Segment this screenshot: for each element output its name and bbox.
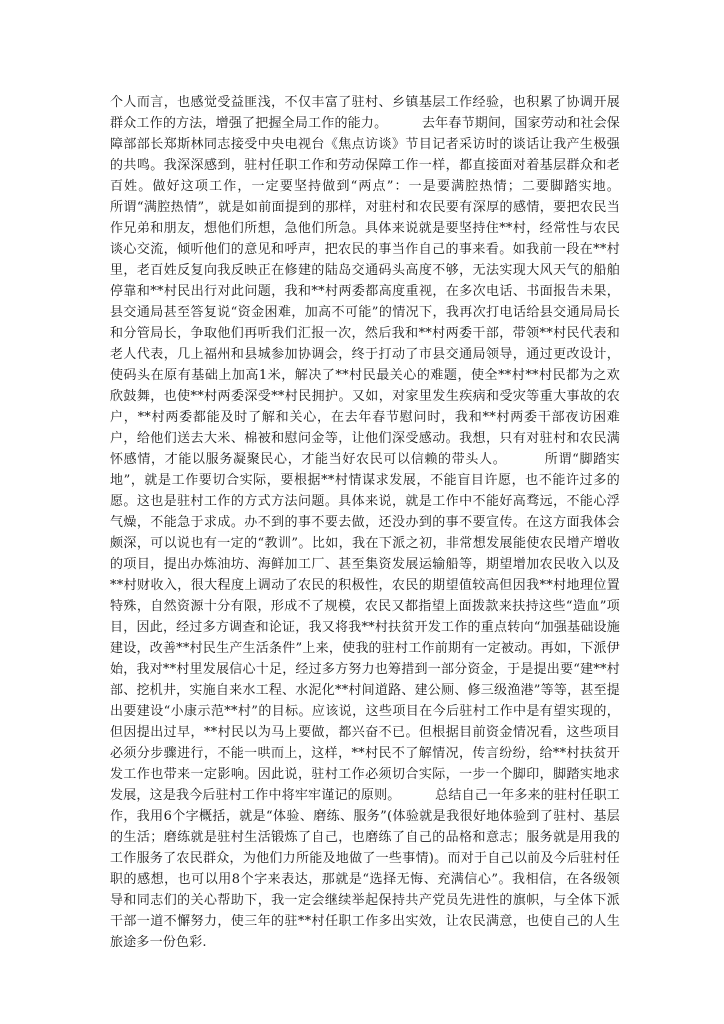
body-paragraph — [110, 92, 655, 953]
body-text: 个人而言，也感觉受益匪浅，不仅丰富了驻村、乡镇基层工作经验，也积累了协调开展群众工作的方法，增强了把握全局工作的能力。 去年春节期间，国家劳动和社会保障部部长郑斯林同志接受中央电视台《焦点访谈》节目记者采访时的谈话让我产生极强的共鸣。我深深感到，驻村任职工作和劳动保障工作一样，都直接面对着基层群众和老百姓。做好这项工作，一定要坚持做到“两点”：一是要满腔热情；二要脚踏实地。 所谓“满腔热情”，就是如前面提到的那样，对驻村和农民要有深厚的感情，要把农民当作兄弟和朋友，想他们所想，急他们所急。具体来说就是要坚持住**村，经常性与农民谈心交流，倾听他们的意见和呼声，把农民的事当作自己的事来看。如我前一段在**村里，老百姓反复向我反映正在修建的陆岛交通码头高度不够，无法实现大风天气的船舶停靠和**村民出行对此问题，我和**村两委都高度重视，在多次电话、书面报告未果，县交通局甚至答复说“资金困难，加高不可能”的情况下，我再次打电话给县交通局局长和分管局长，争取他们再听我们汇报一次，然后我和**村两委干部，带领**村民代表和老人代表，几上福州和县城参加协调会，终于打动了市县交通局领导，通过更改设计，使码头在原有基础上加高1米，解决了**村民最关心的难题，使全**村**村民都为之欢欣鼓舞，也使**村两委深受**村民拥护。又如，对家里发生疾病和受灾等重大事故的农户，**村两委都能及时了解和关心，在去年春节慰问时，我和**村两委干部夜访困难户，给他们送去大米、棉被和慰问金等，让他们深受感动。我想，只有对驻村和农民满怀感情，才能以服务凝聚民心，才能当好农民可以信赖的带头人。 所谓“脚踏实地”，就是工作要切合实际，要根据**村情谋求发展，不能盲目许愿，也不能许过多的愿。这也是驻村工作的方式方法问题。具体来说，就是工作中不能好高骛远，不能心浮气燥，不能急于求成。办不到的事不要去做，还没办到的事不要宣传。在这方面我体会颇深，可以说也有一定的“教训”。比如，我在下派之初，非常想发展能使农民增产增收的项目，提出办炼油坊、海鲜加工厂、甚至集资发展运输船等，期望增加农民收入以及**村财收入，很大程度上调动了农民的积极性，农民的期望值较高但因我**村地理位置特殊，自然资源十分有限，形成不了规模，农民又都指望上面拨款来扶持这些“造血”项目，因此，经过多方调查和论证，我又将我**村扶贫开发工作的重点转向“加强基础设施建设，改善**村民生产生活条件”上来，使我的驻村工作前期有一定被动。再如，下派伊始，我对**村里发展信心十足，经过多方努力也筹措到一部分资金，于是提出要“建**村部、挖机井，实施自来水工程、水泥化**村间道路、建公厕、修三级渔港”等等，甚至提出要建设“小康示范**村”的目标。应该说，这些项目在今后驻村工作中是有望实现的，但因提出过早，**村民以为马上要做，都兴奋不已。但根据目前资金情况看，这些项目必须分步骤进行，不能一哄而上，这样，**村民不了解情况，传言纷纷，给**村扶贫开发工作也带来一定影响。因此说，驻村工作必须切合实际，一步一个脚印，脚踏实地求发展，这是我今后驻村工作中将牢牢谨记的原则。 总结自己一年多来的驻村任职工作，我用6个字概括，就是“体验、磨练、服务”(体验就是我很好地体验到了驻村、基层的生活；磨练就是驻村生活锻炼了自己，也磨练了自己的品格和意志；服务就是用我的工作服务了农民群众，为他们力所能及地做了一些事情)。而对于自己以前及今后驻村任职的感想，也可以用8个字来表达，那就是“选择无悔、充满信心”。我相信，在各级领导和同志们的关心帮助下，我一定会继续举起保持共产党员先进性的旗帜，与全体下派干部一道不懈努力，使三年的驻**村任职工作多出实效，让农民满意，也使自己的人生旅途多一份色彩. — [110, 95, 655, 950]
